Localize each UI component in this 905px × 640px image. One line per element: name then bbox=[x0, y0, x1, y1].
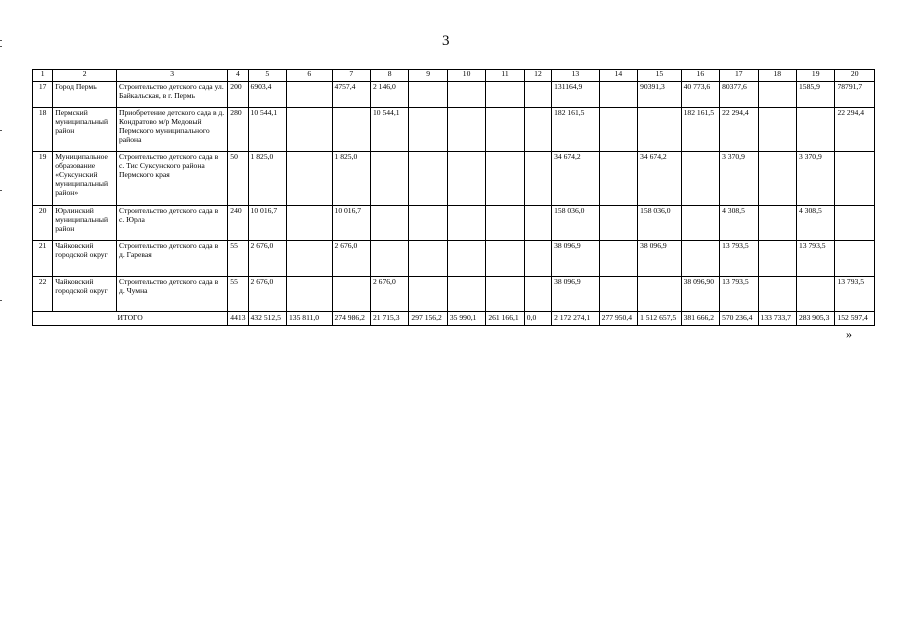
table-row bbox=[33, 277, 875, 312]
table-cell: 158 036,0 bbox=[552, 206, 600, 241]
column-header: 11 bbox=[486, 70, 524, 82]
table-cell: 131164,9 bbox=[552, 82, 600, 108]
table-cell bbox=[835, 206, 875, 241]
table-cell: 10 016,7 bbox=[332, 206, 370, 241]
table-cell: 22 294,4 bbox=[835, 108, 875, 152]
column-header: 6 bbox=[286, 70, 332, 82]
data-table bbox=[32, 69, 875, 326]
row-number: 17 bbox=[33, 82, 53, 108]
table-row bbox=[33, 82, 875, 108]
column-header: 2 bbox=[53, 70, 117, 82]
table-cell: 40 773,6 bbox=[681, 82, 719, 108]
total-cell: 277 950,4 bbox=[599, 312, 637, 326]
table-cell bbox=[599, 152, 637, 206]
table-cell: 10 544,1 bbox=[248, 108, 286, 152]
table-cell: 4757,4 bbox=[332, 82, 370, 108]
table-cell bbox=[758, 108, 796, 152]
table-cell bbox=[681, 241, 719, 277]
table-cell: 10 544,1 bbox=[370, 108, 408, 152]
table-cell bbox=[599, 82, 637, 108]
table-cell bbox=[681, 152, 719, 206]
table-cell bbox=[486, 206, 524, 241]
table-row bbox=[33, 152, 875, 206]
table-cell: 13 793,5 bbox=[796, 241, 834, 277]
table-row bbox=[33, 206, 875, 241]
table-cell bbox=[286, 108, 332, 152]
total-cell: 297 156,2 bbox=[409, 312, 447, 326]
table-cell bbox=[370, 152, 408, 206]
table-cell bbox=[486, 152, 524, 206]
table-cell bbox=[638, 277, 682, 312]
total-cell: 35 990,1 bbox=[447, 312, 485, 326]
table-cell: 3 370,9 bbox=[720, 152, 758, 206]
table-cell bbox=[524, 152, 551, 206]
table-cell: 13 793,5 bbox=[720, 241, 758, 277]
table-cell: 4 308,5 bbox=[796, 206, 834, 241]
table-cell bbox=[599, 241, 637, 277]
total-cell: 2 172 274,1 bbox=[552, 312, 600, 326]
column-header: 8 bbox=[370, 70, 408, 82]
table-cell bbox=[409, 206, 447, 241]
table-cell bbox=[409, 82, 447, 108]
column-header: 19 bbox=[796, 70, 834, 82]
table-cell: 38 096,9 bbox=[552, 277, 600, 312]
table-cell: 1 825,0 bbox=[332, 152, 370, 206]
total-cell: 21 715,3 bbox=[370, 312, 408, 326]
table-cell bbox=[332, 277, 370, 312]
table-cell: 55 bbox=[228, 241, 248, 277]
row-number: 19 bbox=[33, 152, 53, 206]
table-row bbox=[33, 108, 875, 152]
table-cell: 34 674,2 bbox=[552, 152, 600, 206]
column-header: 13 bbox=[552, 70, 600, 82]
table-cell bbox=[409, 108, 447, 152]
project-cell: Строительство детского сада в с. Тис Суксунского района Пермского края bbox=[116, 152, 227, 206]
table-cell: 13 793,5 bbox=[835, 277, 875, 312]
table-cell: 2 676,0 bbox=[332, 241, 370, 277]
table-cell bbox=[409, 241, 447, 277]
project-cell: Строительство детского сада в с. Юрла bbox=[116, 206, 227, 241]
table-cell bbox=[286, 241, 332, 277]
table-cell bbox=[447, 152, 485, 206]
table-cell: 13 793,5 bbox=[720, 277, 758, 312]
table-cell: 78791,7 bbox=[835, 82, 875, 108]
table-cell bbox=[286, 152, 332, 206]
municipality-cell: Юрлинский муниципальный район bbox=[53, 206, 117, 241]
municipality-cell: Пермский муниципальный район bbox=[53, 108, 117, 152]
table-cell bbox=[758, 241, 796, 277]
column-header: 20 bbox=[835, 70, 875, 82]
table-cell: 240 bbox=[228, 206, 248, 241]
column-header: 16 bbox=[681, 70, 719, 82]
table-cell: 182 161,5 bbox=[552, 108, 600, 152]
municipality-cell: Город Пермь bbox=[53, 82, 117, 108]
table-cell bbox=[286, 277, 332, 312]
table-cell bbox=[447, 241, 485, 277]
table-row bbox=[33, 241, 875, 277]
header-row bbox=[33, 70, 875, 82]
row-number: 20 bbox=[33, 206, 53, 241]
table-cell: 80377,6 bbox=[720, 82, 758, 108]
table-cell bbox=[486, 277, 524, 312]
total-cell: 152 597,4 bbox=[835, 312, 875, 326]
table-cell: 2 146,0 bbox=[370, 82, 408, 108]
total-cell: 432 512,5 bbox=[248, 312, 286, 326]
table-cell: 182 161,5 bbox=[681, 108, 719, 152]
column-header: 4 bbox=[228, 70, 248, 82]
table-cell: 2 676,0 bbox=[370, 277, 408, 312]
table-cell bbox=[370, 241, 408, 277]
table-cell: 38 096,9 bbox=[552, 241, 600, 277]
row-number: 18 bbox=[33, 108, 53, 152]
table-cell bbox=[447, 108, 485, 152]
closing-quote: » bbox=[846, 327, 852, 341]
table-cell bbox=[447, 277, 485, 312]
total-cell: 261 166,1 bbox=[486, 312, 524, 326]
table-cell: 55 bbox=[228, 277, 248, 312]
table-cell: 38 096,90 bbox=[681, 277, 719, 312]
table-cell: 280 bbox=[228, 108, 248, 152]
table-cell bbox=[524, 241, 551, 277]
table-cell: 90391,3 bbox=[638, 82, 682, 108]
table-cell: 10 016,7 bbox=[248, 206, 286, 241]
table-cell: 158 036,0 bbox=[638, 206, 682, 241]
table-cell: 3 370,9 bbox=[796, 152, 834, 206]
table-cell bbox=[758, 82, 796, 108]
page-number: 3 bbox=[442, 33, 450, 49]
table-cell bbox=[524, 277, 551, 312]
table-cell: 50 bbox=[228, 152, 248, 206]
column-header: 14 bbox=[599, 70, 637, 82]
total-cell: 570 236,4 bbox=[720, 312, 758, 326]
total-row bbox=[33, 312, 875, 326]
table-cell bbox=[796, 277, 834, 312]
total-label: ИТОГО bbox=[33, 312, 228, 326]
project-cell: Строительство детского сада ул. Байкальская, в г. Пермь bbox=[116, 82, 227, 108]
table-cell bbox=[370, 206, 408, 241]
municipality-cell: Чайковский городской округ bbox=[53, 277, 117, 312]
table-cell bbox=[409, 277, 447, 312]
project-cell: Строительство детского сада в д. Чумна bbox=[116, 277, 227, 312]
table-cell: 6903,4 bbox=[248, 82, 286, 108]
table-cell bbox=[286, 206, 332, 241]
total-cell: 4413 bbox=[228, 312, 248, 326]
total-cell: 133 733,7 bbox=[758, 312, 796, 326]
total-cell: 381 666,2 bbox=[681, 312, 719, 326]
municipality-cell: Чайковский городской округ bbox=[53, 241, 117, 277]
table-cell: 2 676,0 bbox=[248, 277, 286, 312]
column-header: 18 bbox=[758, 70, 796, 82]
table-cell bbox=[758, 206, 796, 241]
table-cell bbox=[758, 152, 796, 206]
table-cell bbox=[332, 108, 370, 152]
table-cell bbox=[409, 152, 447, 206]
row-number: 22 bbox=[33, 277, 53, 312]
total-cell: 0,0 bbox=[524, 312, 551, 326]
table-cell bbox=[524, 108, 551, 152]
table-cell: 1585,9 bbox=[796, 82, 834, 108]
column-header: 12 bbox=[524, 70, 551, 82]
total-cell: 283 905,3 bbox=[796, 312, 834, 326]
total-cell: 1 512 657,5 bbox=[638, 312, 682, 326]
table-cell bbox=[486, 108, 524, 152]
table-cell bbox=[486, 241, 524, 277]
table-cell: 4 308,5 bbox=[720, 206, 758, 241]
table-cell bbox=[835, 241, 875, 277]
table-cell bbox=[524, 206, 551, 241]
table-cell bbox=[447, 82, 485, 108]
column-header: 10 bbox=[447, 70, 485, 82]
table-cell: 2 676,0 bbox=[248, 241, 286, 277]
column-header: 5 bbox=[248, 70, 286, 82]
table-cell bbox=[681, 206, 719, 241]
table-cell: 34 674,2 bbox=[638, 152, 682, 206]
column-header: 15 bbox=[638, 70, 682, 82]
table-cell bbox=[835, 152, 875, 206]
column-header: 1 bbox=[33, 70, 53, 82]
table-cell bbox=[599, 108, 637, 152]
table-cell bbox=[796, 108, 834, 152]
table-cell bbox=[447, 206, 485, 241]
table-cell bbox=[286, 82, 332, 108]
table-cell: 38 096,9 bbox=[638, 241, 682, 277]
row-number: 21 bbox=[33, 241, 53, 277]
project-cell: Приобретение детского сада в д. Кондратово м/р Медовый Пермского муниципального района bbox=[116, 108, 227, 152]
table-cell bbox=[599, 277, 637, 312]
column-header: 17 bbox=[720, 70, 758, 82]
municipality-cell: Муниципальное образование «Суксунский муниципальный район» bbox=[53, 152, 117, 206]
column-header: 9 bbox=[409, 70, 447, 82]
project-cell: Строительство детского сада в д. Гаревая bbox=[116, 241, 227, 277]
table-body bbox=[33, 82, 875, 326]
table-cell bbox=[599, 206, 637, 241]
table-cell bbox=[524, 82, 551, 108]
total-cell: 135 811,0 bbox=[286, 312, 332, 326]
table-cell bbox=[486, 82, 524, 108]
table-cell: 1 825,0 bbox=[248, 152, 286, 206]
table-cell: 22 294,4 bbox=[720, 108, 758, 152]
table-cell bbox=[758, 277, 796, 312]
table-cell: 200 bbox=[228, 82, 248, 108]
table-cell bbox=[638, 108, 682, 152]
total-cell: 274 986,2 bbox=[332, 312, 370, 326]
column-header: 7 bbox=[332, 70, 370, 82]
column-header: 3 bbox=[116, 70, 227, 82]
